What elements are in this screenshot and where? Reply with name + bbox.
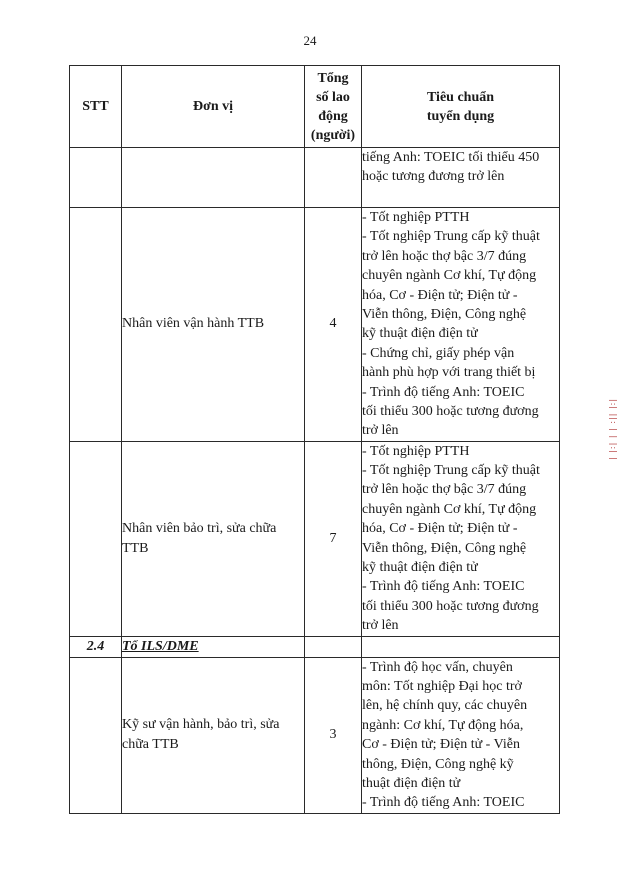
criteria-line: - Trình độ tiếng Anh: TOEIC xyxy=(362,795,525,811)
header-criteria-line: tuyển dụng xyxy=(426,108,495,124)
criteria-line: - Trình độ học vấn, chuyên xyxy=(362,659,513,675)
row-unit: Kỹ sư vận hành, bảo trì, sửa chữa TTB xyxy=(122,657,305,813)
criteria-line: tối thiểu 300 hoặc tương đương xyxy=(362,403,539,419)
criteria-line: môn: Tốt nghiệp Đại học trở xyxy=(362,678,522,694)
row-stt: 2.4 xyxy=(70,636,122,657)
row-criteria xyxy=(362,441,560,636)
header-criteria xyxy=(362,66,560,148)
criteria-line: Viễn thông, Điện, Công nghệ xyxy=(362,540,527,556)
criteria-line: kỹ thuật điện điện tử xyxy=(362,560,478,576)
criteria-line: tối thiểu 300 hoặc tương đương xyxy=(362,598,539,614)
header-count xyxy=(305,66,362,148)
criteria-line: thuật điện điện tử xyxy=(362,775,461,791)
header-unit: Đơn vị xyxy=(122,66,305,148)
criteria-line: - Trình độ tiếng Anh: TOEIC xyxy=(362,384,525,400)
recruitment-standards-table xyxy=(69,65,560,814)
row-criteria xyxy=(362,657,560,813)
row-unit: Nhân viên bảo trì, sửa chữa TTB xyxy=(122,441,305,636)
row-stt xyxy=(70,657,122,813)
criteria-line: - Chứng chỉ, giấy phép vận xyxy=(362,345,515,361)
header-stt: STT xyxy=(70,66,122,148)
row-unit xyxy=(122,148,305,208)
table-row xyxy=(70,441,560,636)
header-count-line: Tổng xyxy=(317,70,349,86)
table-row xyxy=(70,208,560,442)
criteria-line: - Tốt nghiệp Trung cấp kỹ thuật xyxy=(362,229,540,245)
criteria-line: hóa, Cơ - Điện tử; Điện tử - xyxy=(362,521,518,537)
criteria-line: tiếng Anh: TOEIC tối thiểu 450 xyxy=(362,150,540,165)
criteria-line: Cơ - Điện tử; Điện tử - Viễn xyxy=(362,737,520,753)
criteria-line: - Tốt nghiệp PTTH xyxy=(362,443,470,459)
row-stt xyxy=(70,208,122,442)
table-body xyxy=(70,148,560,814)
criteria-line: trở lên hoặc thợ bậc 3/7 đúng xyxy=(362,482,527,498)
table-row xyxy=(70,148,560,208)
row-count: 4 xyxy=(305,208,362,442)
criteria-line: trở lên xyxy=(362,618,399,634)
criteria-line: lên, hệ chính quy, các chuyên xyxy=(362,698,528,714)
header-criteria-line: Tiêu chuẩn xyxy=(426,89,495,105)
criteria-line: trở lên hoặc thợ bậc 3/7 đúng xyxy=(362,248,527,264)
row-unit: Tổ ILS/DME xyxy=(122,636,305,657)
criteria-line: chuyên ngành Cơ khí, Tự động xyxy=(362,268,537,284)
criteria-line: ngành: Cơ khí, Tự động hóa, xyxy=(362,717,524,733)
criteria-line: trở lên xyxy=(362,423,399,439)
row-criteria xyxy=(362,636,560,657)
row-criteria xyxy=(362,148,560,208)
criteria-line: thông, Điện, Công nghệ kỹ xyxy=(362,756,514,772)
criteria-line: chuyên ngành Cơ khí, Tự động xyxy=(362,501,537,517)
criteria-line: - Tốt nghiệp PTTH xyxy=(362,210,470,225)
row-stt xyxy=(70,148,122,208)
row-criteria xyxy=(362,208,560,442)
section-row xyxy=(70,636,560,657)
row-count xyxy=(305,148,362,208)
row-unit: Nhân viên vận hành TTB xyxy=(122,208,305,442)
row-count: 3 xyxy=(305,657,362,813)
criteria-line: hóa, Cơ - Điện tử; Điện tử - xyxy=(362,287,518,303)
header-count-line: (người) xyxy=(310,127,356,143)
criteria-line: Viễn thông, Điện, Công nghệ xyxy=(362,306,527,322)
criteria-line: hành phù hợp với trang thiết bị xyxy=(362,365,536,381)
margin-stamp-graphic: | |:| | | :|| |:| xyxy=(608,397,617,460)
header-count-line: động xyxy=(318,108,348,124)
table-row xyxy=(70,657,560,813)
page-number: 24 xyxy=(303,33,317,48)
header-count-line: số lao xyxy=(316,89,350,105)
criteria-line: - Trình độ tiếng Anh: TOEIC xyxy=(362,579,525,595)
row-stt xyxy=(70,441,122,636)
row-count: 7 xyxy=(305,441,362,636)
header-row xyxy=(70,66,560,148)
criteria-line: - Tốt nghiệp Trung cấp kỹ thuật xyxy=(362,463,540,479)
row-count xyxy=(305,636,362,657)
criteria-line: kỹ thuật điện điện tử xyxy=(362,326,478,342)
criteria-line: hoặc tương đương trở lên xyxy=(362,169,505,185)
